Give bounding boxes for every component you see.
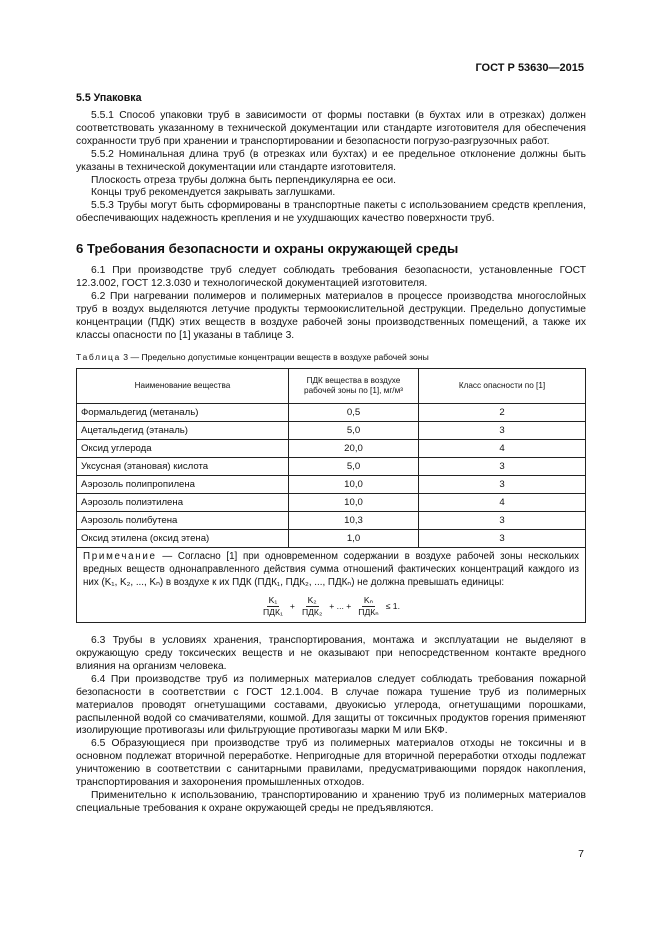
table-row [77, 512, 586, 530]
para-5-5-3: 5.5.3 Трубы могут быть сформированы в транспортные пакеты с использованием средств крепления, обеспечивающих надежность крепления и не ухудшающих качество поверхности труб. [76, 200, 586, 225]
header-substance: Наименование вещества [77, 368, 289, 403]
cell-class: 4 [419, 439, 586, 457]
page-number: 7 [578, 848, 584, 860]
table-row [77, 494, 586, 512]
cell-substance: Формальдегид (метаналь) [77, 403, 289, 421]
cell-class: 4 [419, 494, 586, 512]
cell-substance: Оксид этилена (оксид этена) [77, 530, 289, 548]
table-note [77, 548, 586, 623]
fraction-n-numerator: Kₙ [363, 595, 374, 606]
note-text [83, 551, 579, 589]
fraction-n [356, 595, 380, 618]
table-caption-text: 3 — Предельно допустимые концентрации веществ в воздухе рабочей зоны [120, 351, 429, 362]
cell-class: 3 [419, 530, 586, 548]
cell-pdk: 1,0 [289, 530, 419, 548]
table-row [77, 403, 586, 421]
note-label: Примечание [83, 551, 157, 563]
para-5-5-1: 5.5.1 Способ упаковки труб в зависимости от формы поставки (в бухтах или в отрезках) должен соответствовать указанному в технической документации или стандарте изготовителя для обеспечения сохранности труб при хранении и транспортировании и безопасности погрузо-разгрузочных работ. [76, 110, 586, 147]
page-content [76, 92, 586, 816]
para-6-4: 6.4 При производстве труб из полимерных материалов следует соблюдать требования пожарной безопасности в соответствии с ГОСТ 12.1.004. В случае пожара тушение труб из полимерных материалов проводят огнетушащими составами, двуокисью углерода, огнетушащими порошками, распыленной водой со смачивателями, кошмой. Для защиты от токсичных продуктов горения применяют изолирующие противогазы или фильтрующие противогазы марки М или БКФ. [76, 673, 586, 737]
table-header-row [77, 368, 586, 403]
table-caption-label: Таблица [76, 351, 121, 362]
cell-substance: Оксид углерода [77, 439, 289, 457]
section-6-title: 6 Требования безопасности и охраны окружающей среды [76, 241, 459, 257]
fraction-n-denominator: ПДКₙ [358, 607, 379, 618]
fraction-2-numerator: K₂ [307, 595, 317, 606]
cell-class: 3 [419, 512, 586, 530]
cell-substance: Аэрозоль полибутена [77, 512, 289, 530]
summation-formula [83, 595, 579, 618]
fraction-1 [261, 595, 285, 618]
para-6-3: 6.3 Трубы в условиях хранения, транспортирования, монтажа и эксплуатации не выделяют в окружающую среду токсических веществ и не оказывают при непосредственном контакте вредного влияния на организм человека. [76, 635, 586, 672]
table-note-row [77, 548, 586, 623]
pdk-table [76, 368, 586, 624]
cell-substance: Уксусная (этановая) кислота [77, 457, 289, 475]
cell-pdk: 20,0 [289, 439, 419, 457]
standard-header: ГОСТ Р 53630—2015 [475, 62, 584, 74]
cell-substance: Аэрозоль полипропилена [77, 475, 289, 493]
para-5-5-2: 5.5.2 Номинальная длина труб (в отрезках или бухтах) и ее предельное отклонение должны быть указаны в технической документации или стандарте изготовителя. [76, 148, 586, 173]
cell-pdk: 10,0 [289, 475, 419, 493]
formula-rhs: ≤ 1. [385, 601, 400, 612]
table-row [77, 439, 586, 457]
table-row [77, 457, 586, 475]
cell-pdk: 10,3 [289, 512, 419, 530]
cell-pdk: 10,0 [289, 494, 419, 512]
cell-substance: Аэрозоль полиэтилена [77, 494, 289, 512]
cell-pdk: 0,5 [289, 403, 419, 421]
plus-sign: + [289, 601, 295, 612]
para-pipe-ends: Концы труб рекомендуется закрывать заглушками. [91, 187, 336, 199]
header-pdk: ПДК вещества в воздухе рабочей зоны по [1], мг/м³ [289, 368, 419, 403]
para-6-5: 6.5 Образующиеся при производстве труб из полимерных материалов отходы не токсичны и в основном подлежат вторичной переработке. Непригодные для вторичной переработки отходы подлежат уничтожению в соответствии с санитарными правилами, предусматривающими порядок накопления, транспортирования и захоронения промышленных отходов. [76, 738, 586, 789]
para-cut-plane: Плоскость отреза трубы должна быть перпендикулярна ее оси. [91, 174, 396, 186]
table-row [77, 475, 586, 493]
section-5-5-title: 5.5 Упаковка [76, 92, 142, 104]
fraction-2 [300, 595, 324, 618]
cell-class: 3 [419, 475, 586, 493]
para-6-2: 6.2 При нагревании полимеров и полимерных материалов в процессе производства многослойных труб в воздух выделяются летучие продукты термоокислительной деструкции. Предельно допустимые концентрации (ПДК) этих веществ в воздухе рабочей зоны производственных помещений, а также их классы опасности по [1] указаны в таблице 3. [76, 290, 586, 341]
header-hazard-class: Класс опасности по [1] [419, 368, 586, 403]
fraction-1-numerator: K₁ [268, 595, 278, 606]
cell-substance: Ацетальдегид (этаналь) [77, 421, 289, 439]
table-row [77, 530, 586, 548]
cell-pdk: 5,0 [289, 421, 419, 439]
ellipsis-terms: + ... + [329, 601, 352, 612]
cell-pdk: 5,0 [289, 457, 419, 475]
fraction-2-denominator: ПДК₂ [301, 607, 323, 618]
para-6-1: 6.1 При производстве труб следует соблюдать требования безопасности, установленные ГОСТ 12.3.002, ГОСТ 12.3.030 и технологической документацией изготовителя. [76, 265, 586, 290]
note-body: — Согласно [1] при одновременном содержании в воздухе рабочей зоны нескольких вредных веществ однонаправленного действия сумма отношений фактических концентраций каждого из них (K₁, K₂, ..., Kₙ) в воздухе к их ПДК (ПДК₁, ПДК₂, ..., ПДКₙ) не должна превышать единицы: [83, 551, 579, 588]
table-row [77, 421, 586, 439]
para-env-requirements: Применительно к использованию, транспортированию и хранению труб из полимерных материалов специальные требования к охране окружающей среды не предъявляются. [76, 790, 586, 814]
fraction-1-denominator: ПДК₁ [263, 607, 283, 618]
cell-class: 3 [419, 421, 586, 439]
table-caption [76, 352, 586, 362]
cell-class: 2 [419, 403, 586, 421]
cell-class: 3 [419, 457, 586, 475]
